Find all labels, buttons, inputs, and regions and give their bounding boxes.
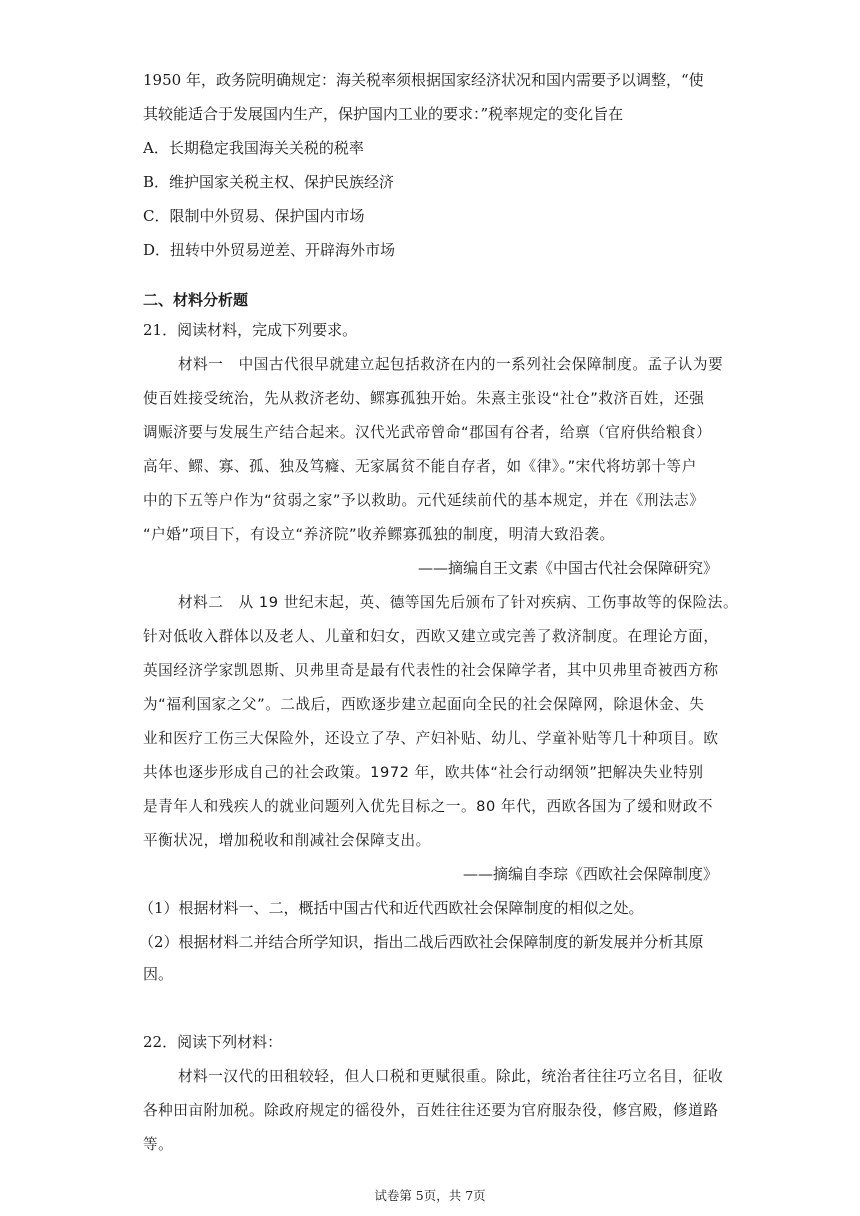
q21-material-2-line: 业和医疗工伤三大保险外，还设立了孕、产妇补贴、幼儿、学童补贴等几十种项目。欧 bbox=[143, 730, 719, 747]
q20-option-a: A．长期稳定我国海关关税的税率 bbox=[143, 139, 364, 157]
q22-material-1-line: 材料一汉代的田租较轻，但人口税和更赋很重。除此，统治者往往巧立名目，征收 bbox=[178, 1068, 724, 1085]
q21-material-1-line: “户婚”项目下，有设立“养济院”收养鳏寡孤独的制度，明清大致沿袭。 bbox=[143, 526, 615, 543]
q20-option-b: B．维护国家关税主权、保护民族经济 bbox=[143, 173, 395, 191]
q21-material-1-line: 材料一 中国古代很早就建立起包括救济在内的一系列社会保障制度。孟子认为要 bbox=[178, 356, 724, 373]
q21-material-1-line: 调赈济要与发展生产结合起来。汉代光武帝曾命“郡国有谷者，给禀（官府供给粮食） bbox=[143, 424, 712, 441]
q21-material-2-line: 为“福利国家之父”。二战后，西欧逐步建立起面向全民的社会保障网，除退休金、失 bbox=[143, 696, 705, 713]
q22-material-1-line: 等。 bbox=[143, 1136, 174, 1153]
q21-material-1-line: 中的下五等户作为“贫弱之家”予以救助。元代延续前代的基本规定，并在《刑法志》 bbox=[143, 492, 705, 509]
q21-material-2-line: 共体也逐步形成自己的社会政策。1972 年，欧共体“社会行动纲领”把解决失业特别 bbox=[143, 764, 704, 781]
q21-subquestion-2-line-1: （2）根据材料二并结合所学知识，指出二战后西欧社会保障制度的新发展并分析其原 bbox=[139, 933, 704, 951]
q22-material-1-line: 各种田亩附加税。除政府规定的徭役外，百姓往往还要为官府服杂役，修宫殿，修道路 bbox=[143, 1102, 719, 1119]
q20-option-c: C．限制中外贸易、保护国内市场 bbox=[143, 207, 365, 225]
q21-material-1-line: 使百姓接受统治，先从救济老幼、鳏寡孤独开始。朱熹主张设“社仓”救济百姓，还强 bbox=[143, 390, 705, 407]
q21-material-2-line: 是青年人和残疾人的就业问题列入优先目标之一。80 年代，西欧各国为了缓和财政不 bbox=[143, 798, 714, 815]
q20-stem-line-1: 1950 年，政务院明确规定：海关税率须根据国家经济状况和国内需要予以调整，“使 bbox=[143, 71, 704, 89]
q21-material-1-source: ——摘编自王文素《中国古代社会保障研究》 bbox=[417, 559, 718, 577]
q21-subquestion-2-line-2: 因。 bbox=[143, 965, 174, 983]
q21-material-2-source: ——摘编自李琮《西欧社会保障制度》 bbox=[462, 865, 718, 883]
q21-material-2-line: 平衡状况，增加税收和削减社会保障支出。 bbox=[143, 832, 431, 849]
q21-material-2-line: 材料二 从 19 世纪末起，英、德等国先后颁布了针对疾病、工伤事故等的保险法。 bbox=[178, 594, 739, 611]
q21-material-2-line: 针对低收入群体以及老人、儿童和妇女，西欧又建立或完善了救济制度。在理论方面， bbox=[143, 628, 719, 645]
q21-stem: 21．阅读材料，完成下列要求。 bbox=[143, 321, 358, 339]
q20-option-d: D．扭转中外贸易逆差、开辟海外市场 bbox=[143, 241, 396, 259]
section-title: 二、材料分析题 bbox=[143, 291, 249, 309]
page-footer: 试卷第 5页，共 7页 bbox=[374, 1188, 486, 1203]
q21-material-1-line: 高年、鳏、寡、孤、独及笃癃、无家属贫不能自存者，如《律》。”宋代将坊郭十等户 bbox=[143, 458, 697, 475]
q21-subquestion-1: （1）根据材料一、二，概括中国古代和近代西欧社会保障制度的相似之处。 bbox=[139, 899, 644, 917]
q22-stem: 22．阅读下列材料： bbox=[143, 1033, 283, 1051]
q20-stem-line-2: 其较能适合于发展国内生产，保护国内工业的要求：”税率规定的变化旨在 bbox=[143, 105, 624, 123]
q21-material-2-line: 英国经济学家凯恩斯、贝弗里奇是最有代表性的社会保障学者，其中贝弗里奇被西方称 bbox=[143, 662, 719, 679]
